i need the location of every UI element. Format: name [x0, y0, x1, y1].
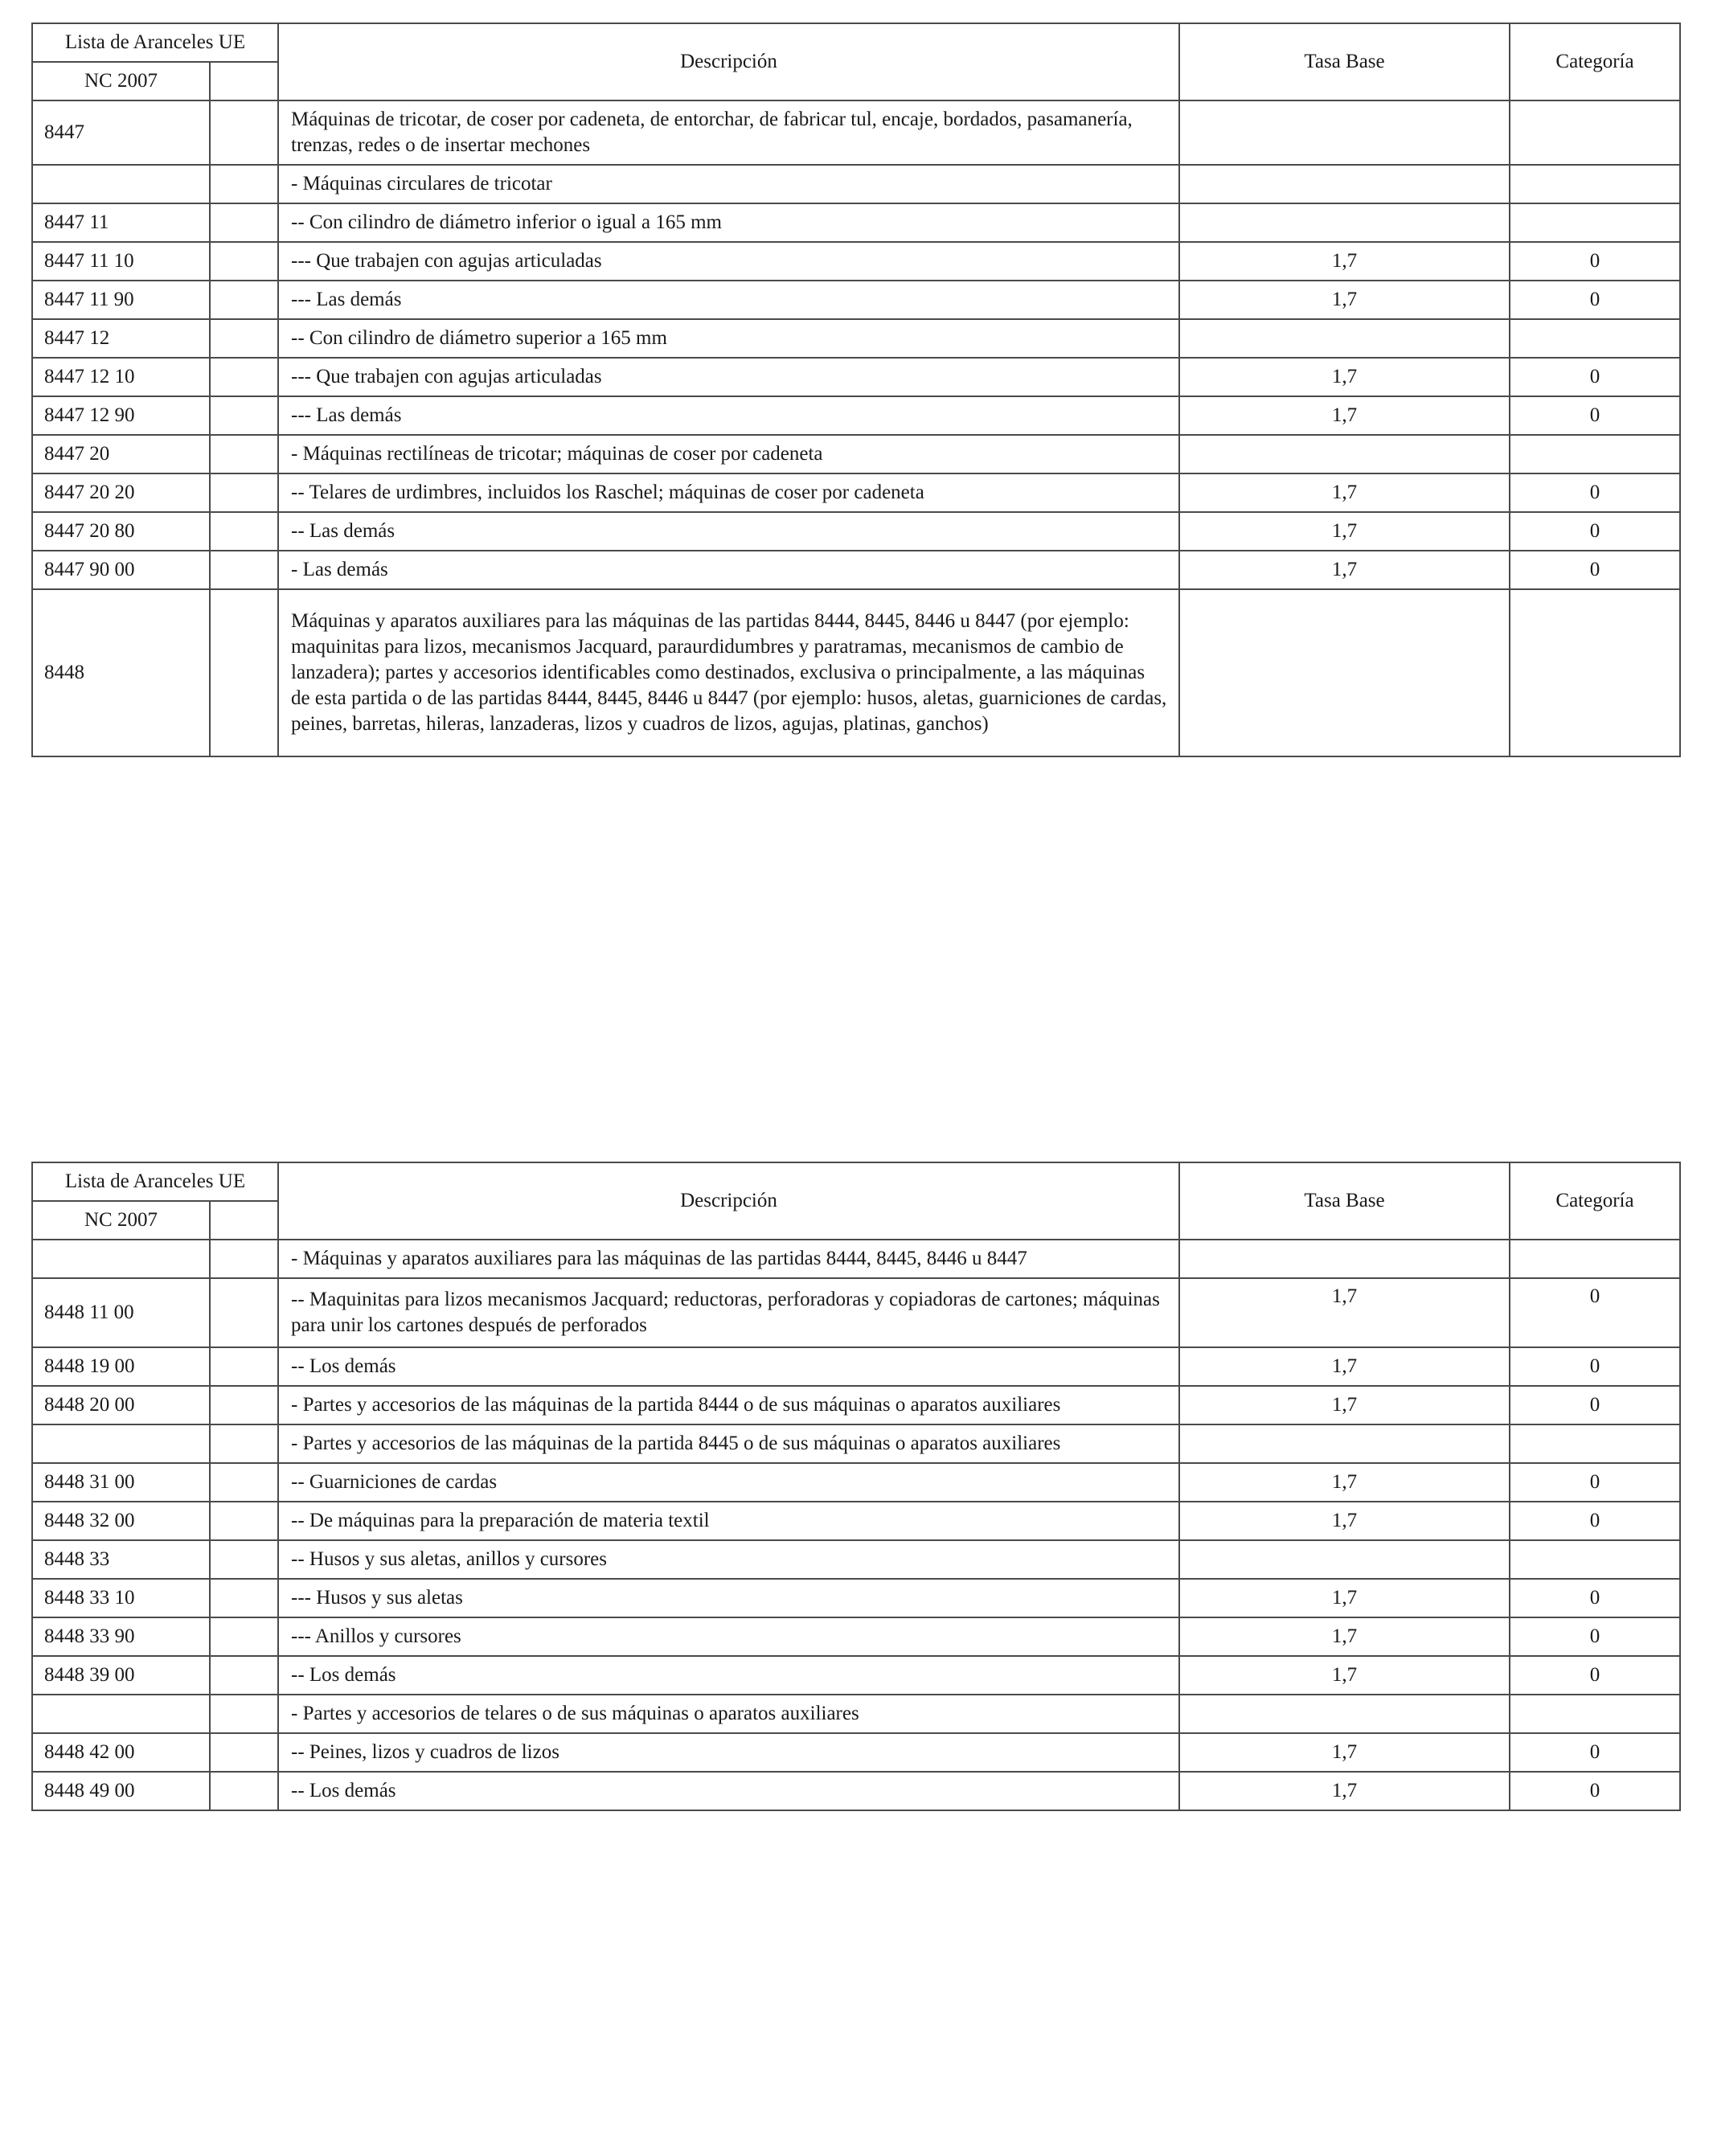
- row-code: 8447 20: [32, 435, 210, 473]
- header-base-rate: Tasa Base: [1179, 1162, 1510, 1240]
- row-category: 0: [1510, 473, 1680, 512]
- row-description: --- Que trabajen con agujas articuladas: [278, 358, 1179, 396]
- row-sub: [210, 473, 278, 512]
- row-category: [1510, 100, 1680, 165]
- row-code: 8447 12 10: [32, 358, 210, 396]
- row-sub: [210, 396, 278, 435]
- row-sub: [210, 1579, 278, 1617]
- table-row: [32, 358, 1680, 396]
- header-base-rate: Tasa Base: [1179, 23, 1510, 100]
- row-description: - Máquinas y aparatos auxiliares para las máquinas de las partidas 8444, 8445, 8446 u 8447: [278, 1240, 1179, 1278]
- row-description: -- Peines, lizos y cuadros de lizos: [278, 1733, 1179, 1772]
- row-rate: [1179, 165, 1510, 203]
- row-sub: [210, 1463, 278, 1502]
- row-category: 0: [1510, 1579, 1680, 1617]
- row-sub: [210, 1656, 278, 1695]
- row-sub: [210, 1617, 278, 1656]
- row-code: [32, 1424, 210, 1463]
- row-rate: 1,7: [1179, 1772, 1510, 1810]
- row-description: - Máquinas circulares de tricotar: [278, 165, 1179, 203]
- row-rate: [1179, 1540, 1510, 1579]
- row-sub: [210, 1695, 278, 1733]
- row-rate: [1179, 319, 1510, 358]
- row-description: - Las demás: [278, 551, 1179, 589]
- row-description: --- Anillos y cursores: [278, 1617, 1179, 1656]
- row-rate: 1,7: [1179, 281, 1510, 319]
- row-category: 0: [1510, 1386, 1680, 1424]
- row-category: [1510, 1424, 1680, 1463]
- row-rate: 1,7: [1179, 1278, 1510, 1347]
- row-sub: [210, 1278, 278, 1347]
- row-sub: [210, 1424, 278, 1463]
- row-sub: [210, 1347, 278, 1386]
- row-rate: [1179, 203, 1510, 242]
- table-row: [32, 512, 1680, 551]
- row-category: 0: [1510, 396, 1680, 435]
- row-category: 0: [1510, 1733, 1680, 1772]
- row-description: --- Que trabajen con agujas articuladas: [278, 242, 1179, 281]
- row-category: [1510, 1695, 1680, 1733]
- table-row: [32, 100, 1680, 165]
- table-row: [32, 396, 1680, 435]
- row-code: 8448 33 90: [32, 1617, 210, 1656]
- row-description: -- Los demás: [278, 1656, 1179, 1695]
- row-category: 0: [1510, 512, 1680, 551]
- row-description: - Partes y accesorios de las máquinas de la partida 8444 o de sus máquinas o aparatos auxiliares: [278, 1386, 1179, 1424]
- row-category: [1510, 589, 1680, 756]
- header-nc-label: NC 2007: [32, 1201, 210, 1240]
- row-category: [1510, 435, 1680, 473]
- row-sub: [210, 319, 278, 358]
- row-category: 0: [1510, 1772, 1680, 1810]
- row-code: 8447 11 10: [32, 242, 210, 281]
- table-row: [32, 1386, 1680, 1424]
- row-sub: [210, 1502, 278, 1540]
- header-category: Categoría: [1510, 1162, 1680, 1240]
- row-description: -- Maquinitas para lizos mecanismos Jacquard; reductoras, perforadoras y copiadoras de cartones; máquinas para unir los cartones después de perforados: [278, 1278, 1179, 1347]
- header-list-label: Lista de Aranceles UE: [32, 1162, 278, 1201]
- row-rate: 1,7: [1179, 1656, 1510, 1695]
- header-category: Categoría: [1510, 23, 1680, 100]
- header-sub-cell: [210, 1201, 278, 1240]
- table-row: [32, 1656, 1680, 1695]
- table-row: [32, 1347, 1680, 1386]
- row-sub: [210, 551, 278, 589]
- table-row: [32, 473, 1680, 512]
- row-description: Máquinas de tricotar, de coser por cadeneta, de entorchar, de fabricar tul, encaje, bordados, pasamanería, trenzas, redes o de insertar mechones: [278, 100, 1179, 165]
- row-category: 0: [1510, 358, 1680, 396]
- row-rate: 1,7: [1179, 1386, 1510, 1424]
- row-description: -- Con cilindro de diámetro superior a 165 mm: [278, 319, 1179, 358]
- table-row: [32, 1240, 1680, 1278]
- row-description: -- Los demás: [278, 1347, 1179, 1386]
- row-category: 0: [1510, 1463, 1680, 1502]
- header-nc-label: NC 2007: [32, 62, 210, 100]
- row-rate: 1,7: [1179, 1463, 1510, 1502]
- row-rate: 1,7: [1179, 1579, 1510, 1617]
- row-category: 0: [1510, 1656, 1680, 1695]
- table-row: [32, 551, 1680, 589]
- row-code: 8447: [32, 100, 210, 165]
- row-code: 8448 33 10: [32, 1579, 210, 1617]
- row-rate: 1,7: [1179, 358, 1510, 396]
- header-list-label: Lista de Aranceles UE: [32, 23, 278, 62]
- header-row: [32, 1162, 1680, 1201]
- row-code: [32, 165, 210, 203]
- row-sub: [210, 589, 278, 756]
- row-rate: 1,7: [1179, 1347, 1510, 1386]
- table-row: [32, 242, 1680, 281]
- row-category: 0: [1510, 1502, 1680, 1540]
- table-row: [32, 1695, 1680, 1733]
- row-code: 8447 11 90: [32, 281, 210, 319]
- table-row: [32, 1278, 1680, 1347]
- row-sub: [210, 435, 278, 473]
- row-code: 8448 20 00: [32, 1386, 210, 1424]
- row-category: 0: [1510, 242, 1680, 281]
- row-description: -- Telares de urdimbres, incluidos los Raschel; máquinas de coser por cadeneta: [278, 473, 1179, 512]
- row-rate: 1,7: [1179, 512, 1510, 551]
- row-description: - Partes y accesorios de las máquinas de la partida 8445 o de sus máquinas o aparatos auxiliares: [278, 1424, 1179, 1463]
- table-row: [32, 589, 1680, 756]
- row-sub: [210, 100, 278, 165]
- row-description: -- Guarniciones de cardas: [278, 1463, 1179, 1502]
- row-sub: [210, 281, 278, 319]
- row-sub: [210, 1540, 278, 1579]
- table-row: [32, 1502, 1680, 1540]
- row-rate: [1179, 1240, 1510, 1278]
- row-description: - Partes y accesorios de telares o de sus máquinas o aparatos auxiliares: [278, 1695, 1179, 1733]
- row-description: -- Husos y sus aletas, anillos y cursores: [278, 1540, 1179, 1579]
- row-rate: [1179, 589, 1510, 756]
- row-category: [1510, 319, 1680, 358]
- row-sub: [210, 242, 278, 281]
- row-sub: [210, 1240, 278, 1278]
- row-code: 8448 39 00: [32, 1656, 210, 1695]
- row-sub: [210, 165, 278, 203]
- row-description: -- Los demás: [278, 1772, 1179, 1810]
- row-sub: [210, 512, 278, 551]
- header-sub-cell: [210, 62, 278, 100]
- table-row: [32, 1772, 1680, 1810]
- row-description: -- Las demás: [278, 512, 1179, 551]
- row-description: - Máquinas rectilíneas de tricotar; máquinas de coser por cadeneta: [278, 435, 1179, 473]
- table-row: [32, 319, 1680, 358]
- row-rate: [1179, 435, 1510, 473]
- row-code: 8448 42 00: [32, 1733, 210, 1772]
- row-code: 8447 20 80: [32, 512, 210, 551]
- table-row: [32, 281, 1680, 319]
- row-code: [32, 1695, 210, 1733]
- row-description: --- Las demás: [278, 396, 1179, 435]
- header-description: Descripción: [278, 1162, 1179, 1240]
- row-category: 0: [1510, 1278, 1680, 1347]
- row-rate: 1,7: [1179, 473, 1510, 512]
- table-row: [32, 1463, 1680, 1502]
- row-code: 8447 20 20: [32, 473, 210, 512]
- row-rate: 1,7: [1179, 551, 1510, 589]
- table-row: [32, 1540, 1680, 1579]
- row-code: 8448: [32, 589, 210, 756]
- row-category: 0: [1510, 551, 1680, 589]
- row-rate: 1,7: [1179, 1617, 1510, 1656]
- row-rate: [1179, 1424, 1510, 1463]
- row-category: [1510, 1240, 1680, 1278]
- table-row: [32, 1733, 1680, 1772]
- row-category: [1510, 1540, 1680, 1579]
- row-description: --- Husos y sus aletas: [278, 1579, 1179, 1617]
- row-description: -- De máquinas para la preparación de materia textil: [278, 1502, 1179, 1540]
- row-code: 8448 32 00: [32, 1502, 210, 1540]
- header-description: Descripción: [278, 23, 1179, 100]
- table-row: [32, 1424, 1680, 1463]
- row-code: 8448 11 00: [32, 1278, 210, 1347]
- row-sub: [210, 1772, 278, 1810]
- row-code: 8447 11: [32, 203, 210, 242]
- row-description: --- Las demás: [278, 281, 1179, 319]
- row-code: [32, 1240, 210, 1278]
- row-rate: [1179, 100, 1510, 165]
- row-category: [1510, 203, 1680, 242]
- row-sub: [210, 1733, 278, 1772]
- row-sub: [210, 203, 278, 242]
- table-row: [32, 203, 1680, 242]
- row-category: 0: [1510, 1617, 1680, 1656]
- table-row: [32, 1579, 1680, 1617]
- header-row: [32, 23, 1680, 62]
- row-code: 8447 90 00: [32, 551, 210, 589]
- row-rate: 1,7: [1179, 1502, 1510, 1540]
- row-sub: [210, 358, 278, 396]
- row-code: 8448 33: [32, 1540, 210, 1579]
- row-rate: 1,7: [1179, 242, 1510, 281]
- row-code: 8448 49 00: [32, 1772, 210, 1810]
- row-sub: [210, 1386, 278, 1424]
- row-category: [1510, 165, 1680, 203]
- table-row: [32, 1617, 1680, 1656]
- row-category: 0: [1510, 281, 1680, 319]
- row-description: Máquinas y aparatos auxiliares para las máquinas de las partidas 8444, 8445, 8446 u 8447 (por ejemplo: maquinitas para lizos, mecanismos Jacquard, paraurdidumbres y paratramas, mecanismos de cambio de lanzadera); partes y accesorios identificables como destinados, exclusiva o principalmente, a las máquinas de esta partida o de las partidas 8444, 8445, 8446 u 8447 (por ejemplo: husos, aletas, guarniciones de cardas, peines, barretas, hileras, lanzaderas, lizos y cuadros de lizos, agujas, platinas, ganchos): [278, 589, 1179, 756]
- row-category: 0: [1510, 1347, 1680, 1386]
- row-rate: 1,7: [1179, 396, 1510, 435]
- row-rate: 1,7: [1179, 1733, 1510, 1772]
- tariff-table-2: [31, 1162, 1681, 1811]
- row-code: 8447 12: [32, 319, 210, 358]
- row-rate: [1179, 1695, 1510, 1733]
- row-code: 8448 31 00: [32, 1463, 210, 1502]
- row-code: 8447 12 90: [32, 396, 210, 435]
- row-description: -- Con cilindro de diámetro inferior o igual a 165 mm: [278, 203, 1179, 242]
- table-row: [32, 165, 1680, 203]
- table-row: [32, 435, 1680, 473]
- tariff-table-1: [31, 23, 1681, 757]
- row-code: 8448 19 00: [32, 1347, 210, 1386]
